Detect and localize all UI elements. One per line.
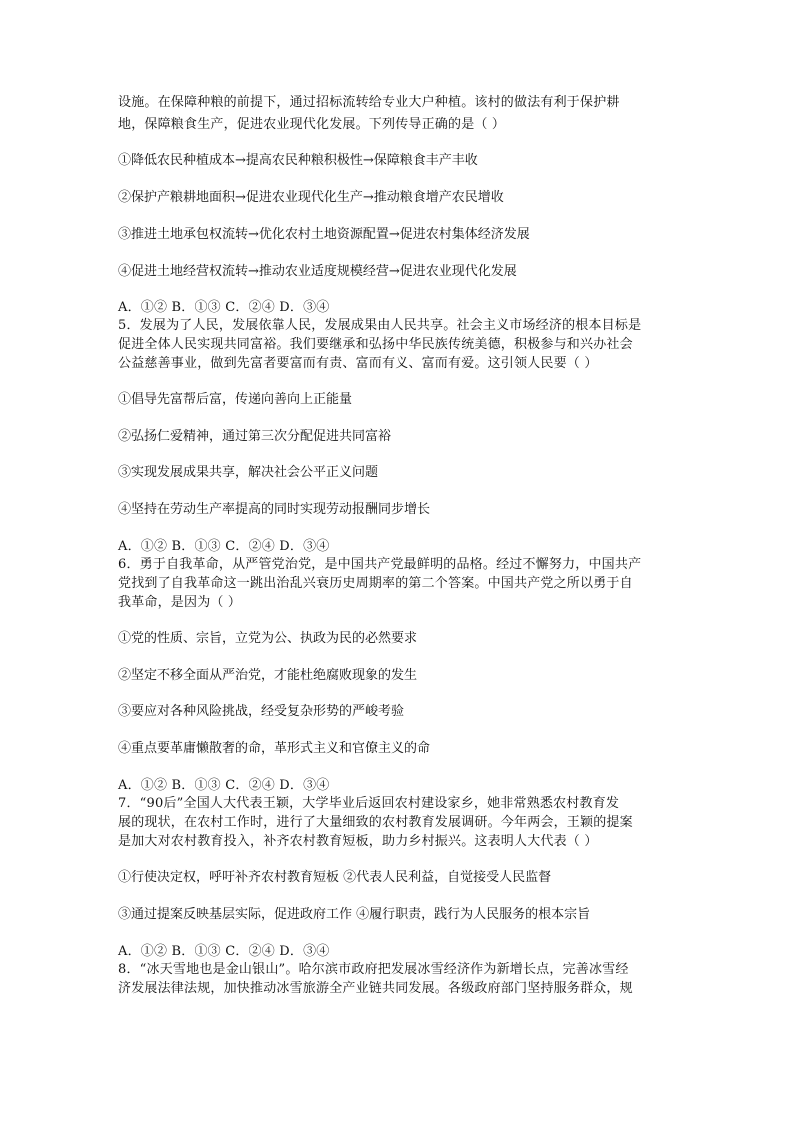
q6-option-4: ④重点要革庸懒散奢的命，革形式主义和官僚主义的命 — [118, 741, 431, 756]
q6-option-1: ①党的性质、宗旨，立党为公、执政为民的必然要求 — [118, 631, 418, 646]
q4-option-2: ②保护产粮耕地面积→促进农业现代化生产→推动粮食增产农民增收 — [118, 190, 504, 205]
q7-answer-choices: A．①② B．①③ C．②④ D．③④ — [118, 944, 330, 959]
q5-option-1: ①倡导先富帮后富，传递向善向上正能量 — [118, 392, 353, 407]
q8-stem-line-2: 济发展法律法规，加快推动冰雪旅游全产业链共同发展。各级政府部门坚持服务群众，规 — [118, 981, 633, 996]
q4-stem-line-2: 地，保障粮食生产，促进农业现代化发展。下列传导正确的是（ ） — [118, 117, 506, 132]
q8-stem-line-1: 8．“冰天雪地也是金山银山”。哈尔滨市政府把发展冰雪经济作为新增长点，完善冰雪经 — [118, 962, 629, 977]
q7-option-row-1: ①行使决定权，呼吁补齐农村教育短板 ②代表人民利益，自觉接受人民监督 — [118, 870, 552, 885]
q6-stem-line-3: 我革命，是因为（ ） — [118, 595, 242, 610]
q4-answer-choices: A．①② B．①③ C．②④ D．③④ — [118, 300, 330, 315]
q6-option-2: ②坚定不移全面从严治党，才能杜绝腐败现象的发生 — [118, 668, 418, 683]
q4-stem-line-1: 设施。在保障种粮的前提下，通过招标流转给专业大户种植。该村的做法有利于保护耕 — [118, 95, 620, 110]
q6-answer-choices: A．①② B．①③ C．②④ D．③④ — [118, 778, 330, 793]
q5-option-4: ④坚持在劳动生产率提高的同时实现劳动报酬同步增长 — [118, 502, 431, 517]
q7-stem-line-2: 展的现状，在农村工作时，进行了大量细致的农村教育发展调研。今年两会，王颖的提案 — [118, 815, 633, 830]
q5-stem-line-3: 公益慈善事业，做到先富者要富而有责、富而有义、富而有爱。这引领人民要（ ） — [118, 356, 598, 371]
q5-option-3: ③实现发展成果共享，解决社会公平正义问题 — [118, 465, 379, 480]
q4-option-3: ③推进土地承包权流转→优化农村土地资源配置→促进农村集体经济发展 — [118, 227, 530, 242]
q5-option-2: ②弘扬仁爱精神，通过第三次分配促进共同富裕 — [118, 429, 392, 444]
q6-stem-line-2: 党找到了自我革命这一跳出治乱兴衰历史周期率的第二个答案。中国共产党之所以勇于自 — [118, 576, 633, 591]
q6-stem-line-1: 6．勇于自我革命，从严管党治党，是中国共产党最鲜明的品格。经过不懈努力，中国共产 — [118, 557, 642, 572]
q7-stem-line-1: 7．“90后”全国人大代表王颖，大学毕业后返回农村建设家乡，她非常熟悉农村教育发 — [118, 796, 620, 811]
q5-answer-choices: A．①② B．①③ C．②④ D．③④ — [118, 539, 330, 554]
q6-option-3: ③要应对各种风险挑战，经受复杂形势的严峻考验 — [118, 704, 405, 719]
q7-option-row-2: ③通过提案反映基层实际，促进政府工作 ④履行职责，践行为人民服务的根本宗旨 — [118, 907, 591, 922]
q5-stem-line-2: 促进全体人民实现共同富裕。我们要继承和弘扬中华民族传统美德，积极参与和兴办社会 — [118, 337, 633, 352]
q4-option-1: ①降低农民种植成本→提高农民种粮积极性→保障粮食丰产丰收 — [118, 153, 478, 168]
q7-stem-line-3: 是加大对农村教育投入，补齐农村教育短板，助力乡村振兴。这表明人大代表（ ） — [118, 834, 598, 849]
q4-option-4: ④促进土地经营权流转→推动农业适度规模经营→促进农业现代化发展 — [118, 264, 517, 279]
q5-stem-line-1: 5．发展为了人民，发展依靠人民，发展成果由人民共享。社会主义市场经济的根本目标是 — [118, 318, 642, 333]
